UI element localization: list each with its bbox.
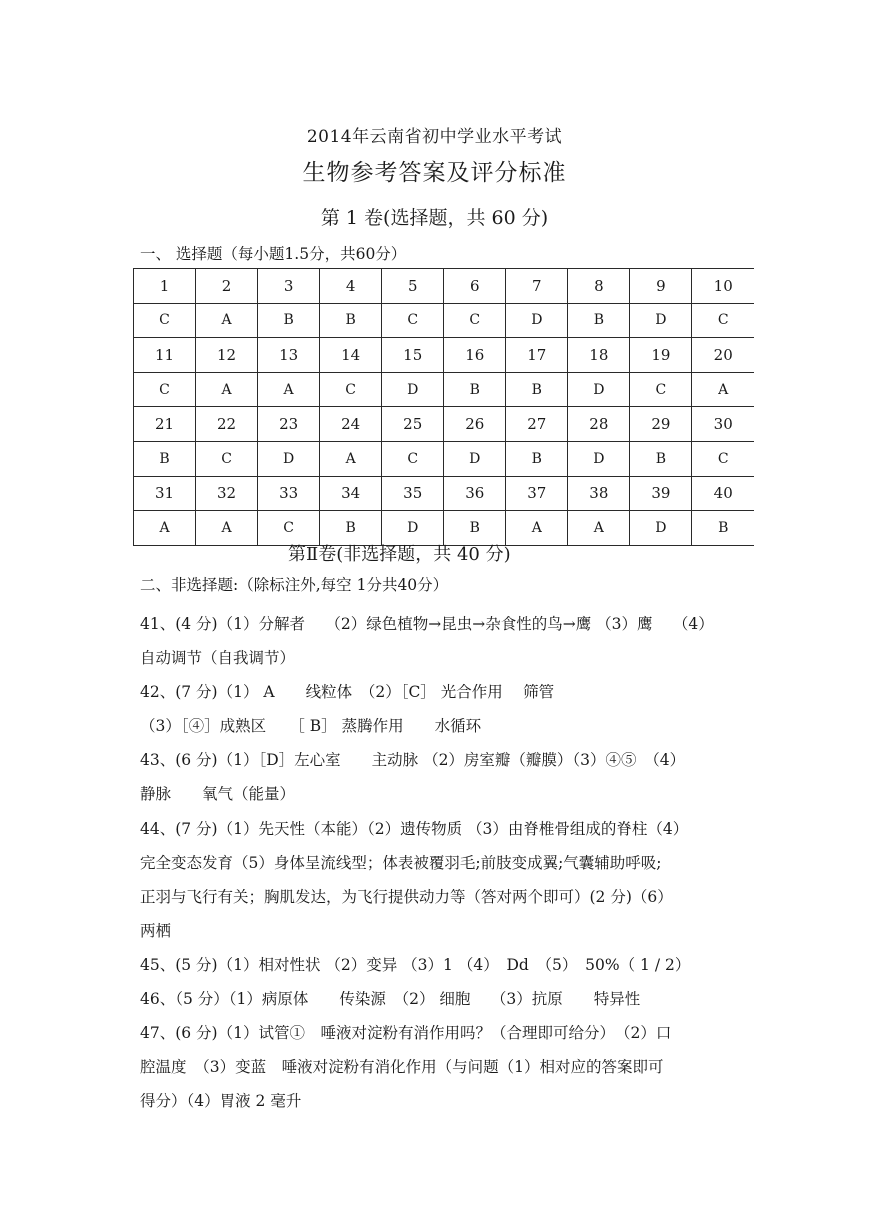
section1-heading: 一、 选择题（每小题1.5分，共60分） bbox=[140, 245, 407, 263]
answer-line: 45、(5 分)（1）相对性状 （2）变异 （3）1 （4） Dd （5） 50%（ 1 / 2） bbox=[140, 955, 691, 974]
answer-cell: B bbox=[258, 303, 320, 338]
answer-cell: A bbox=[196, 372, 258, 407]
answer-line: 44、(7 分)（1）先天性（本能）（2）遗传物质 （3）由脊椎骨组成的脊柱（4） bbox=[140, 819, 689, 838]
question-number-cell: 25 bbox=[382, 407, 444, 442]
answer-cell: C bbox=[134, 372, 196, 407]
question-number-cell: 38 bbox=[568, 476, 630, 511]
answer-line: 46、（5 分）（1）病原体 传染源 （2） 细胞 （3）抗原 特异性 bbox=[140, 990, 641, 1009]
answer-cell: B bbox=[568, 303, 630, 338]
answer-cell: B bbox=[134, 441, 196, 476]
question-number-cell: 21 bbox=[134, 407, 196, 442]
answer-cell: C bbox=[630, 372, 692, 407]
question-number-cell: 10 bbox=[692, 269, 754, 304]
question-number-cell: 11 bbox=[134, 338, 196, 373]
question-number-cell: 5 bbox=[382, 269, 444, 304]
answer-cell: B bbox=[630, 441, 692, 476]
answer-cell: C bbox=[382, 303, 444, 338]
answer-cell: D bbox=[382, 372, 444, 407]
question-number-cell: 39 bbox=[630, 476, 692, 511]
question-number-cell: 1 bbox=[134, 269, 196, 304]
question-number-cell: 20 bbox=[692, 338, 754, 373]
question-number-cell: 19 bbox=[630, 338, 692, 373]
table-row-answers bbox=[134, 441, 755, 476]
question-number-cell: 4 bbox=[320, 269, 382, 304]
answer-cell: B bbox=[444, 372, 506, 407]
answer-cell: B bbox=[506, 441, 568, 476]
answer-cell: C bbox=[320, 372, 382, 407]
part2-title: 第Ⅱ卷(非选择题，共 40 分) bbox=[288, 544, 511, 565]
question-number-cell: 18 bbox=[568, 338, 630, 373]
answer-line: 42、(7 分)（1） A 线粒体 （2）［C］ 光合作用 筛管 bbox=[140, 683, 555, 702]
answer-line: 完全变态发育（5）身体呈流线型；体表被覆羽毛;前肢变成翼;气囊辅助呼吸; bbox=[140, 853, 662, 872]
section2-heading: 二、非选择题:（除标注外,每空 1分共40分） bbox=[140, 576, 449, 594]
answer-cell: C bbox=[196, 441, 258, 476]
question-number-cell: 16 bbox=[444, 338, 506, 373]
question-number-cell: 32 bbox=[196, 476, 258, 511]
question-number-cell: 34 bbox=[320, 476, 382, 511]
answer-cell: A bbox=[134, 511, 196, 546]
answer-line: 两栖 bbox=[140, 921, 172, 940]
answer-cell: C bbox=[134, 303, 196, 338]
answer-cell: A bbox=[506, 511, 568, 546]
question-number-cell: 14 bbox=[320, 338, 382, 373]
question-number-cell: 27 bbox=[506, 407, 568, 442]
table-row-numbers bbox=[134, 269, 755, 304]
answer-line: 43、(6 分)（1）［D］左心室 主动脉 （2）房室瓣（瓣膜）（3）④⑤ （4） bbox=[140, 751, 686, 770]
table-row-numbers bbox=[134, 476, 755, 511]
question-number-cell: 31 bbox=[134, 476, 196, 511]
answer-line: 自动调节（自我调节） bbox=[140, 649, 296, 668]
answer-cell: C bbox=[382, 441, 444, 476]
question-number-cell: 9 bbox=[630, 269, 692, 304]
answer-cell: D bbox=[382, 511, 444, 546]
answer-line: 正羽与飞行有关；胸肌发达，为飞行提供动力等（答对两个即可）(2 分)（6） bbox=[140, 887, 673, 906]
question-number-cell: 7 bbox=[506, 269, 568, 304]
table-row-answers bbox=[134, 303, 755, 338]
answer-cell: B bbox=[692, 511, 754, 546]
answer-cell: A bbox=[196, 303, 258, 338]
question-number-cell: 33 bbox=[258, 476, 320, 511]
answer-line: 41、(4 分)（1）分解者 （2）绿色植物→昆虫→杂食性的鸟→鹰 （3）鹰 （4） bbox=[140, 615, 714, 633]
table-row-numbers bbox=[134, 338, 755, 373]
part1-title: 第 1 卷(选择题，共 60 分) bbox=[320, 207, 549, 229]
answer-cell: A bbox=[320, 441, 382, 476]
answer-cell: D bbox=[506, 303, 568, 338]
answer-cell: C bbox=[692, 303, 754, 338]
exam-title: 2014年云南省初中学业水平考试 bbox=[306, 127, 563, 147]
question-number-cell: 3 bbox=[258, 269, 320, 304]
question-number-cell: 40 bbox=[692, 476, 754, 511]
section2-answers bbox=[140, 607, 758, 1118]
answer-line: 腔温度 （3）变蓝 唾液对淀粉有消化作用（与问题（1）相对应的答案即可 bbox=[140, 1058, 664, 1077]
answer-cell: B bbox=[320, 511, 382, 546]
answer-cell: D bbox=[258, 441, 320, 476]
question-number-cell: 30 bbox=[692, 407, 754, 442]
answer-cell: D bbox=[630, 511, 692, 546]
answer-cell: B bbox=[506, 372, 568, 407]
answer-cell: A bbox=[568, 511, 630, 546]
question-number-cell: 15 bbox=[382, 338, 444, 373]
answer-cell: A bbox=[258, 372, 320, 407]
answer-cell: C bbox=[692, 441, 754, 476]
answer-line: 47、(6 分)（1）试管① 唾液对淀粉有消作用吗？（合理即可给分） （2）口 bbox=[140, 1024, 672, 1043]
question-number-cell: 6 bbox=[444, 269, 506, 304]
question-number-cell: 28 bbox=[568, 407, 630, 442]
question-number-cell: 23 bbox=[258, 407, 320, 442]
answer-cell: D bbox=[444, 441, 506, 476]
answer-cell: D bbox=[568, 441, 630, 476]
answer-cell: D bbox=[568, 372, 630, 407]
answer-cell: A bbox=[196, 511, 258, 546]
answer-cell: C bbox=[258, 511, 320, 546]
question-number-cell: 22 bbox=[196, 407, 258, 442]
question-number-cell: 12 bbox=[196, 338, 258, 373]
answer-cell: D bbox=[630, 303, 692, 338]
main-title: 生物参考答案及评分标准 bbox=[302, 160, 567, 186]
answer-cell: A bbox=[692, 372, 754, 407]
answer-line: 得分）（4）胃液 2 毫升 bbox=[140, 1092, 302, 1111]
answer-table bbox=[133, 268, 754, 546]
answer-line: 静脉 氧气（能量） bbox=[140, 785, 296, 804]
question-number-cell: 36 bbox=[444, 476, 506, 511]
question-number-cell: 13 bbox=[258, 338, 320, 373]
question-number-cell: 8 bbox=[568, 269, 630, 304]
question-number-cell: 2 bbox=[196, 269, 258, 304]
question-number-cell: 17 bbox=[506, 338, 568, 373]
question-number-cell: 29 bbox=[630, 407, 692, 442]
table-row-numbers bbox=[134, 407, 755, 442]
answer-cell: B bbox=[320, 303, 382, 338]
question-number-cell: 35 bbox=[382, 476, 444, 511]
question-number-cell: 24 bbox=[320, 407, 382, 442]
answer-cell: B bbox=[444, 511, 506, 546]
answer-line: （3）［④］成熟区 ［ B］ 蒸腾作用 水循环 bbox=[140, 717, 482, 736]
answer-cell: C bbox=[444, 303, 506, 338]
question-number-cell: 26 bbox=[444, 407, 506, 442]
table-row-answers bbox=[134, 372, 755, 407]
question-number-cell: 37 bbox=[506, 476, 568, 511]
